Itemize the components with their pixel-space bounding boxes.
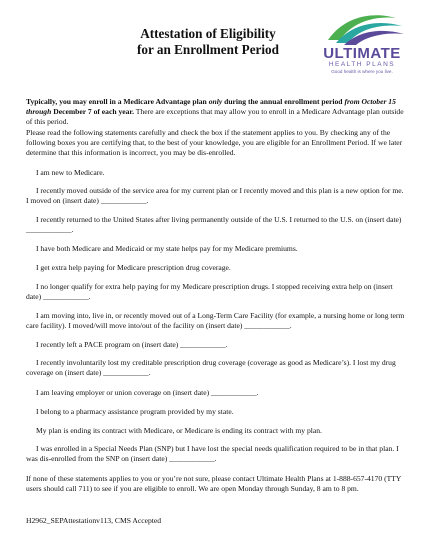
closing-paragraph: If none of these statements applies to you or you’re not sure, please contact Ultimate Health Plans at 1-888-657-4170 (TTY users should call 711) to see if you are eligible to enroll. We are open Monday through Sunday, 8 am to 8 pm.: [26, 474, 402, 494]
instructions-paragraph: Please read the following statements carefully and check the box if the statement applies to you. By checking any of the following boxes you are certifying that, to the best of your knowledge, you are eligible for an Enrollment Period. If we later determine that this information is incorrect, you may be dis-enrolled.: [26, 128, 403, 158]
logo-swoosh-icon: [306, 10, 418, 48]
intro-paragraph: Typically, you may enroll in a Medicare Advantage plan only during the annual enrollment period from October 15 through December 7 of each year. There are exceptions that may allow you to enroll in a Medicare Advantage plan outside of this period.: [26, 97, 404, 127]
logo-tagline: Good health is where you live.: [331, 69, 393, 74]
statement-plan-ending-contract: My plan is ending its contract with Medicare, or Medicare is ending its contract with my plan.: [36, 426, 322, 435]
logo-wordmark: ULTIMATE: [323, 45, 401, 62]
statement-returned-to-us: I recently returned to the United States after living permanently outside of the U.S. I returned to the U.S. on (insert date) ____________.: [26, 215, 402, 235]
form-footer-code: H2962_SEPAttestationv113, CMS Accepted: [26, 516, 162, 525]
statement-leaving-employer-coverage: I am leaving employer or union coverage on (insert date) ____________.: [36, 388, 259, 397]
ultimate-health-plans-logo: [306, 10, 418, 80]
statement-left-pace: I recently left a PACE program on (insert date) ____________.: [36, 340, 228, 349]
title-line-2: for an Enrollment Period: [136, 42, 279, 57]
statement-medicare-medicaid: I have both Medicare and Medicaid or my state helps pay for my Medicare premiums.: [36, 244, 298, 253]
statement-lost-extra-help: I no longer qualify for extra help paying for my Medicare prescription drugs. I stopped receiving extra help on (insert date) ____________.: [26, 282, 393, 302]
statement-new-to-medicare: I am new to Medicare.: [36, 168, 105, 177]
statement-long-term-care: I am moving into, live in, or recently moved out of a Long-Term Care Facility (for example, a nursing home or long term care facility). I moved/will move into/out of the facility on (insert date) ____________.: [26, 311, 405, 331]
statement-extra-help: I get extra help paying for Medicare prescription drug coverage.: [36, 263, 231, 272]
title-line-1: Attestation of Eligibility: [140, 26, 276, 41]
statement-pharmacy-assistance: I belong to a pharmacy assistance program provided by my state.: [36, 407, 234, 416]
page-title: [108, 26, 308, 58]
statement-lost-snp: I was enrolled in a Special Needs Plan (SNP) but I have lost the special needs qualification required to be in that plan. I was dis-enrolled from the SNP on (insert date) ____________.: [26, 444, 399, 464]
statement-lost-drug-coverage: I recently involuntarily lost my creditable prescription drug coverage (coverage as good as Medicare’s). I lost my drug coverage on (insert date) ____________.: [26, 358, 396, 378]
statement-moved-service-area: I recently moved outside of the service area for my current plan or I recently moved and this plan is a new option for me. I moved on (insert date) ____________.: [26, 186, 404, 206]
logo-subtitle: HEALTH PLANS: [328, 61, 396, 68]
